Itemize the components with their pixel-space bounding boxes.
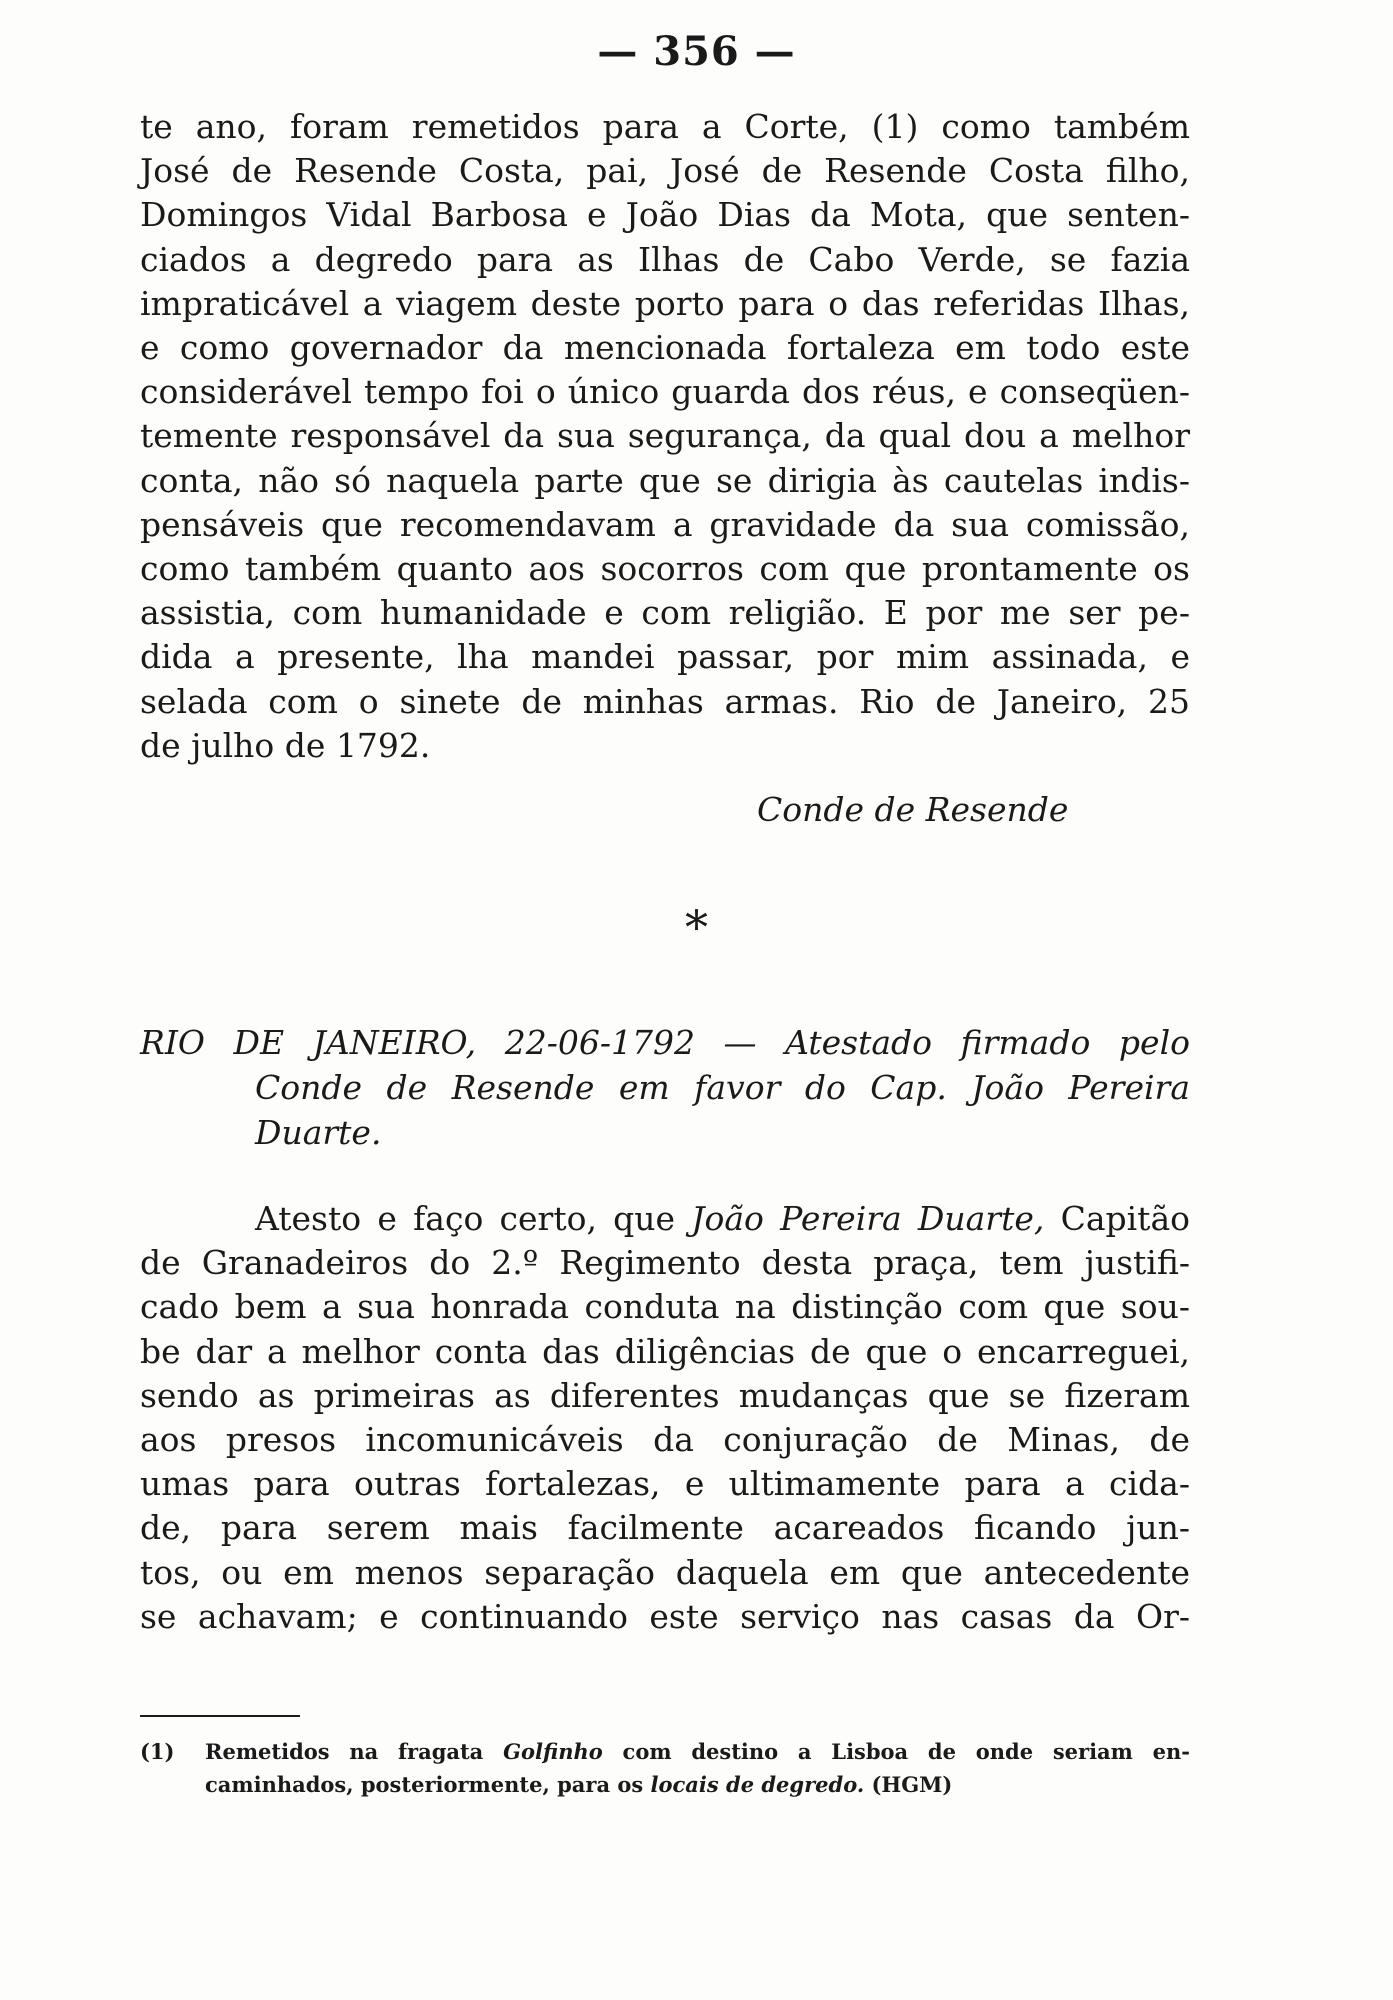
- text-line: selada com o sinete de minhas armas. Rio de Janeiro, 25: [140, 681, 1190, 721]
- text-line: tos, ou em menos separação daquela em que antecedente: [140, 1552, 1190, 1592]
- heading-line: Duarte.: [255, 1113, 382, 1152]
- text-line: de Granadeiros do 2.º Regimento desta praça, tem justifi-: [140, 1243, 1190, 1283]
- paragraph-attestation: [140, 1197, 1190, 1639]
- person-name: João Pereira Duarte,: [691, 1199, 1045, 1238]
- text-line: Domingos Vidal Barbosa e João Dias da Mota, que senten-: [140, 195, 1190, 235]
- page-number: — 356 —: [597, 28, 796, 75]
- footnote-line: [205, 1735, 1190, 1768]
- text-line: temente responsável da sua segurança, da qual dou a melhor: [140, 416, 1190, 456]
- text-fragment: Remetidos na fragata: [205, 1739, 504, 1764]
- text-line: pensáveis que recomendavam a gravidade da sua comissão,: [140, 504, 1190, 544]
- text-line: aos presos incomunicáveis da conjuração de Minas, de: [140, 1420, 1190, 1460]
- signature: Conde de Resende: [757, 790, 1069, 829]
- text-line: be dar a melhor conta das diligências de que o encarreguei,: [140, 1331, 1190, 1371]
- document-heading: [140, 1020, 1190, 1155]
- text-line: se achavam; e continuando este serviço nas casas da Or-: [140, 1596, 1190, 1636]
- text-line: umas para outras fortalezas, e ultimamente para a cida-: [140, 1464, 1190, 1504]
- text-fragment: com destino a Lisboa de onde seriam en-: [602, 1739, 1190, 1764]
- text-fragment: caminhados, posteriormente, para os: [205, 1772, 651, 1797]
- text-line: considerável tempo foi o único guarda dos réus, e conseqüen-: [140, 372, 1190, 412]
- text-line: sendo as primeiras as diferentes mudanças que se fizeram: [140, 1375, 1190, 1415]
- text-line: te ano, foram remetidos para a Corte, (1) como também: [140, 107, 1190, 146]
- text-line: impraticável a viagem deste porto para o das referidas Ilhas,: [140, 283, 1190, 323]
- text-line: de julho de 1792.: [140, 725, 431, 765]
- text-line: cado bem a sua honrada conduta na distinção com que sou-: [140, 1287, 1190, 1327]
- footnote-body: [205, 1735, 1190, 1801]
- footnote: [140, 1735, 1190, 1801]
- text-line: dida a presente, lha mandei passar, por mim assinada, e: [140, 637, 1190, 677]
- footnote-line: [205, 1768, 1190, 1801]
- footnote-marker: (1): [140, 1739, 175, 1764]
- ship-name: Golfinho: [503, 1739, 603, 1764]
- heading-line: Conde de Resende em favor do Cap. João Pereira: [255, 1068, 1190, 1107]
- section-separator: *: [685, 900, 708, 954]
- text-line: ciados a degredo para as Ilhas de Cabo Verde, se fazia: [140, 239, 1190, 279]
- text-line: assistia, com humanidade e com religião. E por me ser pe-: [140, 593, 1190, 633]
- text-line: José de Resende Costa, pai, José de Resende Costa filho,: [140, 151, 1190, 191]
- footnote-divider: [140, 1715, 300, 1717]
- text-fragment: (HGM): [864, 1772, 953, 1797]
- text-fragment: Capitão: [1044, 1199, 1190, 1238]
- text-line: conta, não só naquela parte que se dirigia às cautelas indis-: [140, 460, 1190, 500]
- italic-phrase: locais de degredo.: [650, 1772, 865, 1797]
- text-fragment: Atesto e faço certo, que: [255, 1199, 692, 1238]
- paragraph-continued: [140, 105, 1190, 768]
- text-line: como também quanto aos socorros com que prontamente os: [140, 549, 1190, 589]
- text-line: de, para serem mais facilmente acareados ficando jun-: [140, 1508, 1190, 1548]
- heading-line: RIO DE JANEIRO, 22-06-1792 — Atestado firmado pelo: [140, 1023, 1190, 1062]
- text-line: e como governador da mencionada fortaleza em todo este: [140, 328, 1190, 368]
- text-line: [140, 1197, 1190, 1241]
